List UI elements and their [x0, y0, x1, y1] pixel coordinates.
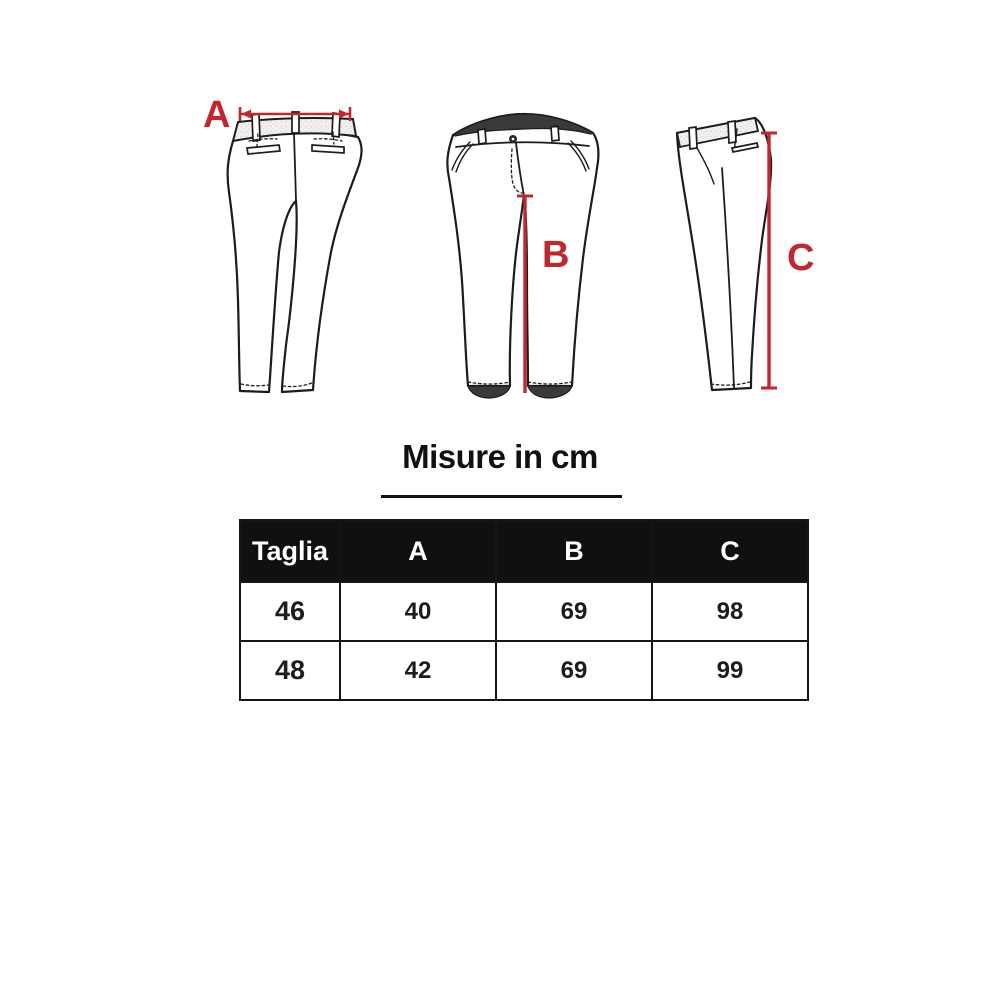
measure-cell-c: 98: [652, 582, 808, 641]
size-measurements-table: [239, 519, 809, 701]
pants-back-view-drawing: [228, 107, 362, 392]
table-row-size-46: [240, 582, 808, 641]
header-cell-a: A: [340, 520, 496, 582]
measurements-title: Misure in cm: [402, 438, 598, 475]
measure-cell-c: 99: [652, 641, 808, 700]
header-cell-taglia: Taglia: [240, 520, 340, 582]
table-header-row: [240, 520, 808, 582]
pants-technical-drawings: [0, 0, 1000, 440]
measure-cell-b: 69: [496, 641, 652, 700]
size-cell: 48: [240, 641, 340, 700]
measure-cell-b: 69: [496, 582, 652, 641]
pants-side-view-drawing: [677, 118, 777, 390]
title-underline: [381, 495, 622, 498]
header-cell-c: C: [652, 520, 808, 582]
measure-cell-a: 40: [340, 582, 496, 641]
measure-a-label: A: [203, 94, 231, 136]
measure-b-label: B: [542, 234, 570, 276]
measure-cell-a: 42: [340, 641, 496, 700]
measure-c-label: C: [787, 237, 815, 279]
pants-front-view-drawing: [447, 114, 598, 398]
header-cell-b: B: [496, 520, 652, 582]
size-cell: 46: [240, 582, 340, 641]
table-row-size-48: [240, 641, 808, 700]
